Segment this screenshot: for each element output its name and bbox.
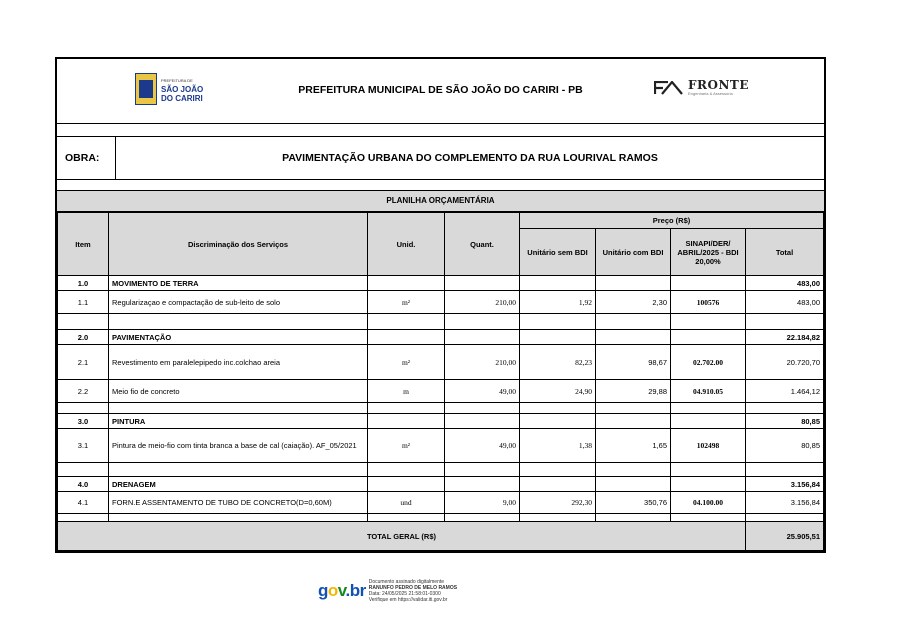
table-row: 4.0 DRENAGEM 3.156,84 bbox=[58, 477, 824, 492]
fronte-mark-icon bbox=[654, 81, 684, 95]
col-sinapi: SINAPI/DER/ ABRIL/2025 - BDI 20,00% bbox=[671, 229, 746, 276]
total-value: 25.905,51 bbox=[746, 522, 824, 551]
budget-sheet bbox=[55, 57, 826, 553]
municipality-logo: PREFEITURA DE SÃO JOÃO DO CARIRI bbox=[135, 73, 203, 105]
col-total: Total bbox=[746, 229, 824, 276]
table-row: 2.1 Revestimento em paralelepipedo inc.colchao areia m² 210,00 82,23 98,67 02.702.00 20.720,70 bbox=[58, 345, 824, 380]
fronte-logo: FRONTE Engenharia & Assessoria bbox=[654, 79, 749, 96]
col-preco: Preço (R$) bbox=[520, 213, 824, 229]
header bbox=[57, 59, 824, 124]
table-row: 4.1 FORN.E ASSENTAMENTO DE TUBO DE CONCRETO(D=0,60M) und 9,00 292,30 350,76 04.100.00 3.156,84 bbox=[58, 492, 824, 514]
planilha-title: PLANILHA ORÇAMENTÁRIA bbox=[57, 191, 824, 212]
col-item: Item bbox=[58, 213, 109, 276]
col-discriminacao: Discriminação dos Serviços bbox=[109, 213, 368, 276]
page-title: PREFEITURA MUNICIPAL DE SÃO JOÃO DO CARIRI - PB bbox=[298, 84, 583, 96]
table-row: 1.0 MOVIMENTO DE TERRA 483,00 bbox=[58, 276, 824, 291]
digital-signature: gov.br Documento assinado digitalmente RANUNFO PEDRO DE MELO RAMOS Data: 24/05/2025 21:58:01-0300 Verifique em https://validar.iti.gov.br bbox=[318, 579, 458, 603]
total-label: TOTAL GERAL (R$) bbox=[58, 522, 746, 551]
obra-row bbox=[57, 137, 824, 180]
obra-label: OBRA: bbox=[57, 137, 116, 179]
col-unit-com-bdi: Unitário com BDI bbox=[596, 229, 671, 276]
col-unit-sem-bdi: Unitário sem BDI bbox=[520, 229, 596, 276]
col-unid: Unid. bbox=[368, 213, 445, 276]
table-row: 2.2 Meio fio de concreto m 49,00 24,90 29,88 04.910.05 1.464,12 bbox=[58, 380, 824, 403]
total-row bbox=[58, 522, 824, 551]
obra-value: PAVIMENTAÇÃO URBANA DO COMPLEMENTO DA RUA LOURIVAL RAMOS bbox=[282, 152, 658, 164]
table-row: 2.0 PAVIMENTAÇÃO 22.184,82 bbox=[58, 330, 824, 345]
col-quant: Quant. bbox=[445, 213, 520, 276]
table-row: 3.1 Pintura de meio-fio com tinta branca a base de cal (caiação). AF_05/2021 m² 49,00 1,38 1,65 102498 80,85 bbox=[58, 429, 824, 463]
table-row: 1.1 Regularizaçao e compactação de sub-leito de solo m² 210,00 1,92 2,30 100576 483,00 bbox=[58, 291, 824, 314]
table-row: 3.0 PINTURA 80,85 bbox=[58, 414, 824, 429]
govbr-logo: gov.br bbox=[318, 581, 366, 600]
budget-table bbox=[57, 212, 824, 551]
